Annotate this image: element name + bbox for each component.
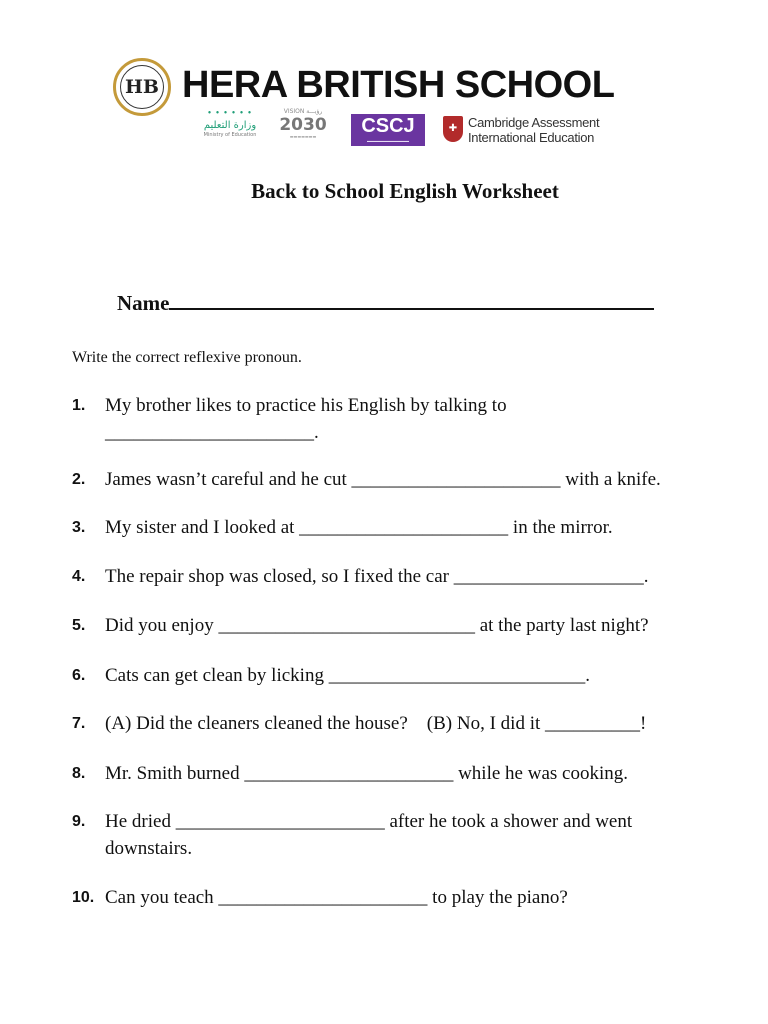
question-text: Can you teach ______________________ to play the piano? — [105, 887, 568, 908]
cambridge-assessment-logo — [443, 114, 603, 146]
ministry-of-education-logo — [198, 108, 262, 139]
question-number: 8. — [72, 765, 86, 782]
school-header — [113, 56, 633, 156]
vision-year: 2030 — [279, 115, 327, 135]
partner-logos — [198, 108, 618, 148]
moe-dots-icon: • • • • • • — [207, 108, 253, 119]
moe-english-text: Ministry of Education — [203, 132, 257, 138]
cambridge-line-2: International Education — [468, 130, 595, 145]
cscj-logo — [351, 114, 425, 146]
question-item — [72, 514, 712, 541]
cscj-subtext-lines: ▬▬▬▬▬▬▬▬▬▬▬▬ — [367, 139, 409, 143]
question-text: My sister and I looked at ______________________ in the mirror. — [105, 517, 613, 538]
question-number: 4. — [72, 568, 86, 585]
question-text: (A) Did the cleaners cleaned the house? (B) No, I did it __________! — [105, 713, 647, 734]
question-text: Did you enjoy ___________________________ at the party last night? — [105, 615, 649, 636]
question-number: 10. — [72, 889, 95, 906]
question-item — [72, 710, 712, 737]
school-name: HERA BRITISH SCHOOL — [182, 64, 615, 106]
question-number: 3. — [72, 519, 86, 536]
question-item — [72, 884, 712, 911]
question-number: 1. — [72, 397, 86, 414]
question-number: 2. — [72, 471, 86, 488]
school-crest-logo — [113, 58, 171, 116]
question-item — [72, 563, 712, 590]
cambridge-shield-icon: ✚ — [443, 116, 463, 142]
crest-monogram: HB — [120, 65, 164, 109]
question-text: He dried ______________________ after he took a shower and went downstairs. — [105, 811, 633, 859]
question-number: 9. — [72, 813, 86, 830]
question-number: 7. — [72, 715, 86, 732]
question-item — [72, 760, 712, 787]
question-number: 5. — [72, 617, 86, 634]
question-text: Cats can get clean by licking ___________________________. — [105, 665, 590, 686]
moe-arabic-text: وزارة التعليم — [203, 120, 257, 131]
question-text: The repair shop was closed, so I fixed the car ____________________. — [105, 566, 649, 587]
name-label: Name — [117, 291, 170, 315]
question-item — [72, 392, 712, 446]
question-item — [72, 808, 712, 862]
name-field — [117, 288, 654, 317]
question-item — [72, 612, 712, 639]
worksheet-title: Back to School English Worksheet — [251, 179, 559, 203]
cscj-text: CSCJ — [361, 115, 415, 137]
question-item — [72, 662, 712, 689]
question-item — [72, 466, 712, 493]
vision-label: VISION رؤيـــة — [283, 108, 323, 115]
vision-2030-logo — [274, 108, 332, 140]
cambridge-text — [468, 115, 599, 145]
instruction-text: Write the correct reflexive pronoun. — [72, 349, 302, 366]
name-underline[interactable] — [169, 288, 654, 310]
question-text: Mr. Smith burned ______________________ while he was cooking. — [105, 763, 628, 784]
cambridge-line-1: Cambridge Assessment — [468, 115, 600, 130]
question-text: James wasn’t careful and he cut ______________________ with a knife. — [105, 469, 661, 490]
vision-subtext-lines: ▬▬▬▬▬▬▬ — [289, 134, 317, 139]
question-number: 6. — [72, 667, 86, 684]
question-text: My brother likes to practice his English by talking to ______________________. — [105, 395, 507, 443]
